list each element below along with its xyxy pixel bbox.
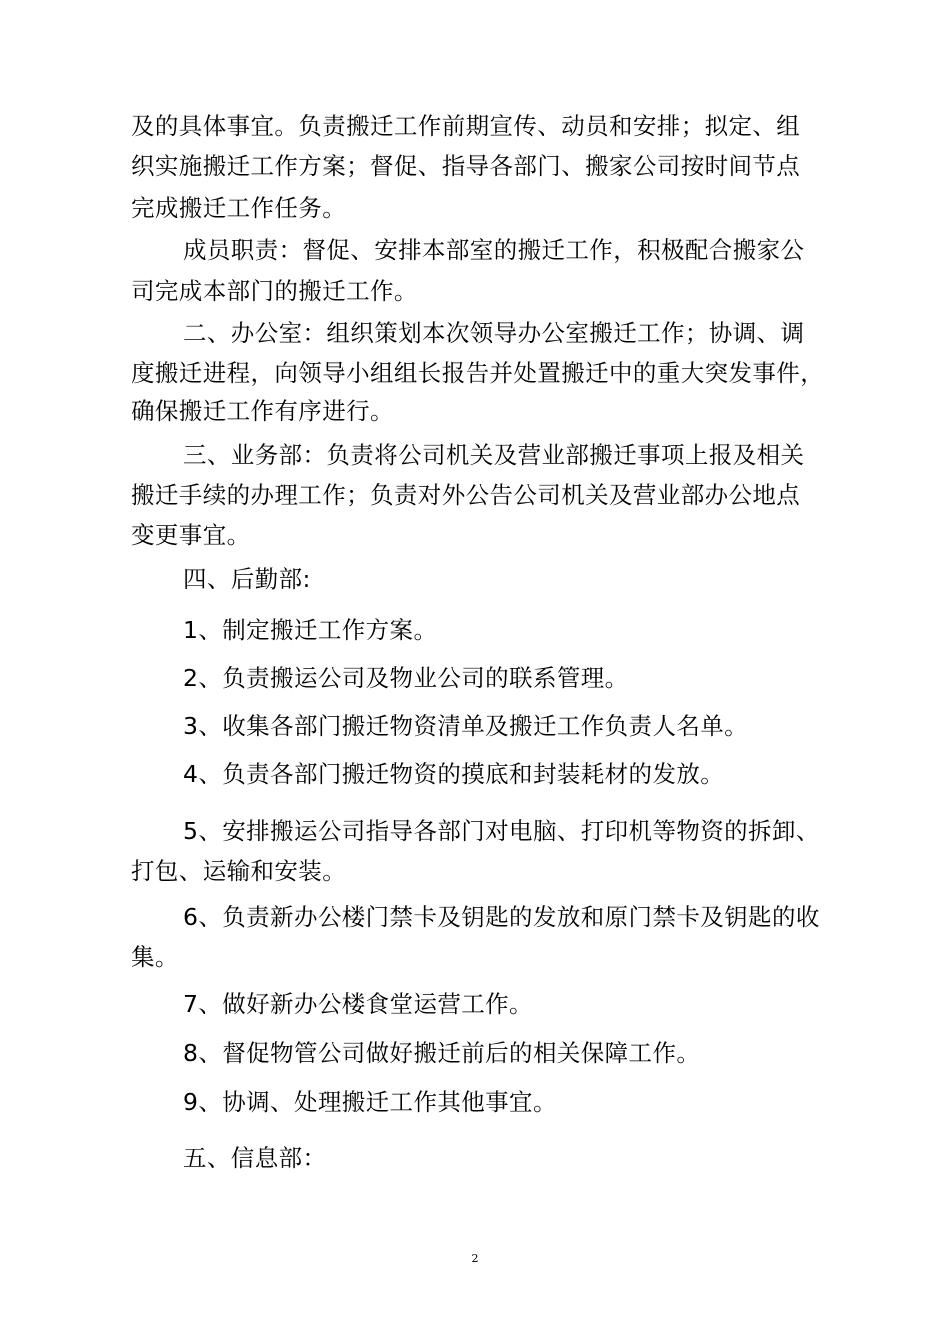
text-line: 搬迁手续的办理工作；负责对外公告公司机关及营业部办公地点 bbox=[131, 481, 801, 509]
list-item: 3、收集各部门搬迁物资清单及搬迁工作负责人名单。 bbox=[183, 712, 749, 740]
text-line: 确保搬迁工作有序进行。 bbox=[131, 397, 394, 425]
list-item: 6、负责新办公楼门禁卡及钥匙的发放和原门禁卡及钥匙的收 bbox=[183, 903, 820, 931]
section-heading: 四、后勤部: bbox=[183, 565, 311, 593]
text-line: 完成搬迁工作任务。 bbox=[131, 194, 347, 222]
page-number: 2 bbox=[471, 1252, 479, 1265]
list-item: 2、负责搬运公司及物业公司的联系管理。 bbox=[183, 664, 629, 692]
text-line: 司完成本部门的搬迁工作。 bbox=[131, 277, 418, 305]
text-line: 二、办公室：组织策划本次领导办公室搬迁工作；协调、调 bbox=[183, 319, 805, 347]
text-line: 打包、运输和安装。 bbox=[131, 857, 347, 885]
list-item: 1、制定搬迁工作方案。 bbox=[183, 616, 438, 644]
list-item: 8、督促物管公司做好搬迁前后的相关保障工作。 bbox=[183, 1039, 701, 1067]
text-line: 及的具体事宜。负责搬迁工作前期宣传、动员和安排；拟定、组 bbox=[131, 112, 801, 140]
text-line: 集。 bbox=[131, 943, 179, 971]
list-item: 7、做好新办公楼食堂运营工作。 bbox=[183, 990, 533, 1018]
text-line: 成员职责：督促、安排本部室的搬迁工作，积极配合搬家公 bbox=[183, 236, 805, 264]
text-line: 三、业务部：负责将公司机关及营业部搬迁事项上报及相关 bbox=[183, 441, 805, 469]
list-item: 4、负责各部门搬迁物资的摸底和封装耗材的发放。 bbox=[183, 760, 725, 788]
section-heading: 五、信息部： bbox=[183, 1144, 327, 1172]
list-item: 9、协调、处理搬迁工作其他事宜。 bbox=[183, 1088, 557, 1116]
text-line: 度搬迁进程，向领导小组组长报告并处置搬迁中的重大突发事件， bbox=[131, 359, 825, 387]
text-line: 织实施搬迁工作方案；督促、指导各部门、搬家公司按时间节点 bbox=[131, 152, 801, 180]
text-line: 变更事宜。 bbox=[131, 521, 251, 549]
list-item: 5、安排搬运公司指导各部门对电脑、打印机等物资的拆卸、 bbox=[183, 817, 820, 845]
